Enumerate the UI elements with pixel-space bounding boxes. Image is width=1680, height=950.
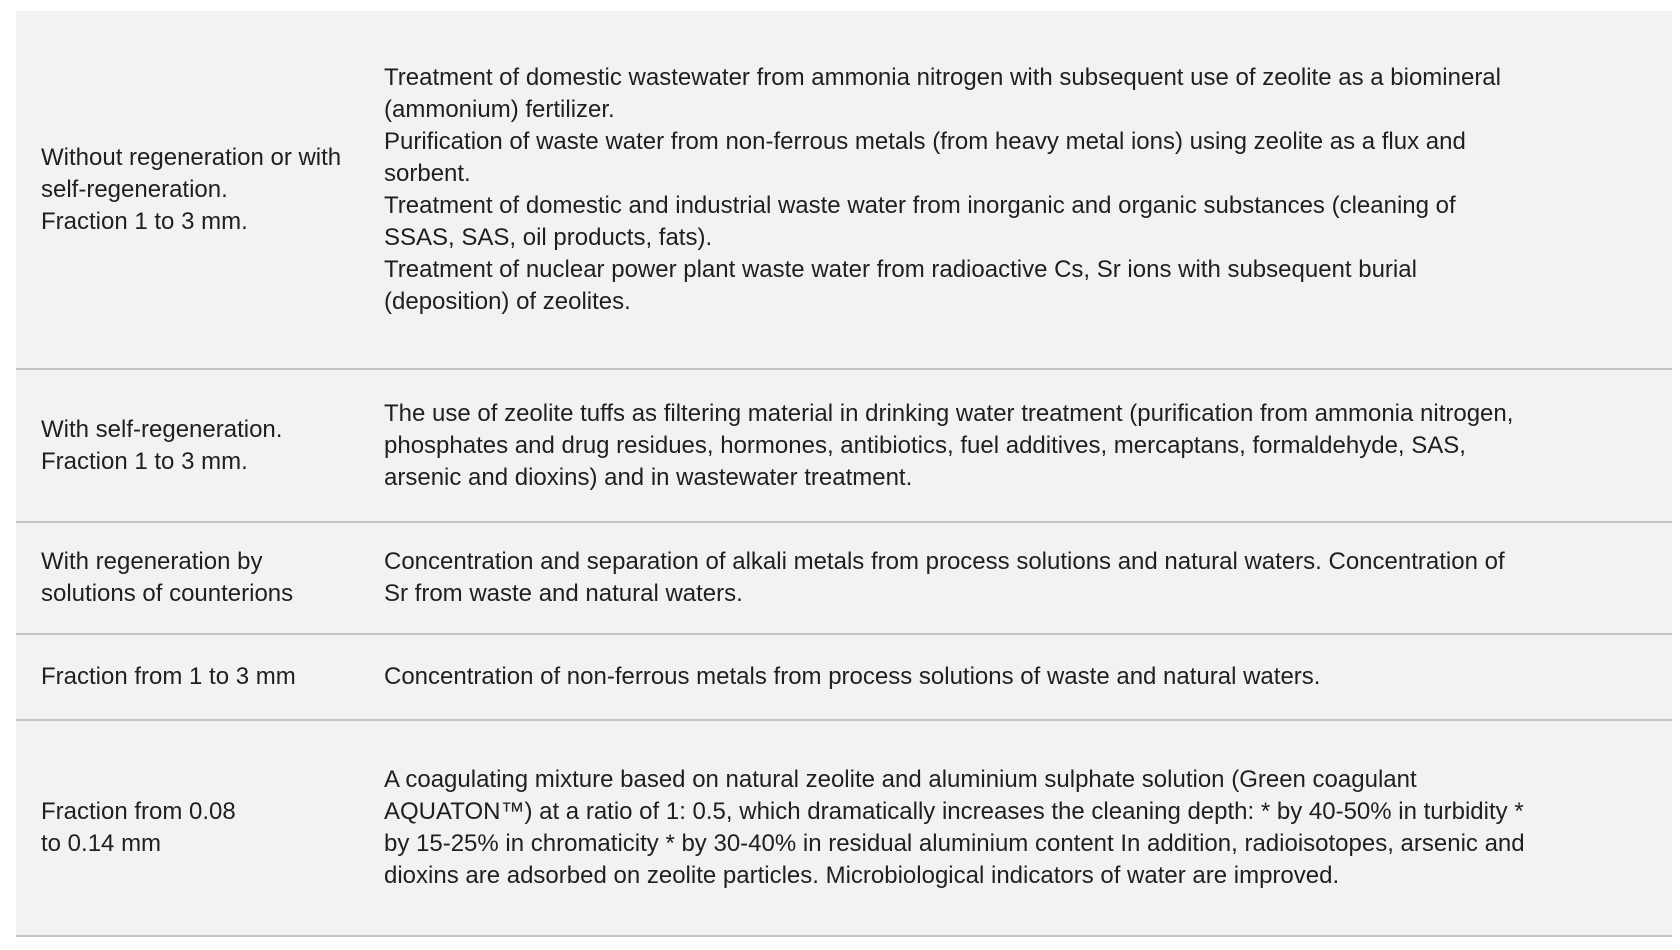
application-line: AQUATON™) at a ratio of 1: 0.5, which dramatically increases the cleaning depth: * by 40-50% in turbidity * [384, 798, 1524, 825]
table-row [16, 635, 1672, 721]
condition-line: to 0.14 mm [41, 830, 162, 857]
application-line: Purification of waste water from non-ferrous metals (from heavy metal ions) using zeolite as a flux and [384, 127, 1466, 155]
application-cell [384, 661, 1672, 693]
condition-line: Fraction 1 to 3 mm. [41, 207, 248, 235]
application-line: Sr from waste and natural waters. [384, 580, 743, 607]
application-line: arsenic and dioxins) and in wastewater treatment. [384, 463, 913, 491]
condition-cell [16, 661, 384, 693]
condition-cell [16, 546, 384, 610]
application-line: by 15-25% in chromaticity * by 30-40% in residual aluminium content In addition, radioisotopes, arsenic and [384, 830, 1525, 857]
application-cell [384, 546, 1672, 610]
condition-line: With self-regeneration. [41, 415, 283, 443]
condition-cell [16, 414, 384, 478]
application-line: phosphates and drug residues, hormones, antibiotics, fuel additives, mercaptans, formaldehyde, SAS, [384, 431, 1466, 459]
condition-cell [16, 796, 384, 860]
application-line: Treatment of domestic wastewater from ammonia nitrogen with subsequent use of zeolite as a biomineral [384, 63, 1501, 91]
application-line: dioxins are adsorbed on zeolite particles. Microbiological indicators of water are improved. [384, 862, 1340, 889]
table-row [16, 370, 1672, 523]
condition-line: Fraction from 1 to 3 mm [41, 663, 296, 690]
condition-line: Fraction 1 to 3 mm. [41, 447, 248, 475]
application-cell [384, 398, 1672, 494]
application-cell [384, 62, 1672, 318]
condition-cell [16, 142, 384, 238]
application-line: Concentration and separation of alkali metals from process solutions and natural waters. Concentration of [384, 548, 1505, 575]
application-line: (ammonium) fertilizer. [384, 95, 615, 123]
application-line: sorbent. [384, 159, 471, 187]
condition-line: Fraction from 0.08 [41, 798, 236, 825]
application-line: The use of zeolite tuffs as filtering material in drinking water treatment (purification from ammonia nitrogen, [384, 399, 1514, 427]
condition-line: solutions of counterions [41, 580, 294, 607]
application-line: Treatment of domestic and industrial waste water from inorganic and organic substances (cleaning of [384, 191, 1456, 219]
table-row [16, 523, 1672, 635]
condition-line: self-regeneration. [41, 175, 228, 203]
application-cell [384, 764, 1672, 892]
condition-line: Without regeneration or with [41, 143, 342, 171]
application-line: Treatment of nuclear power plant waste water from radioactive Cs, Sr ions with subsequent burial [384, 255, 1417, 283]
table-row [16, 721, 1672, 937]
application-line: (deposition) of zeolites. [384, 287, 631, 315]
table-row [16, 11, 1672, 370]
zeolite-applications-table [16, 11, 1672, 937]
condition-line: With regeneration by [41, 548, 263, 575]
application-line: SSAS, SAS, oil products, fats). [384, 223, 713, 251]
application-line: Concentration of non-ferrous metals from process solutions of waste and natural waters. [384, 663, 1321, 690]
application-line: A coagulating mixture based on natural zeolite and aluminium sulphate solution (Green coagulant [384, 766, 1417, 793]
